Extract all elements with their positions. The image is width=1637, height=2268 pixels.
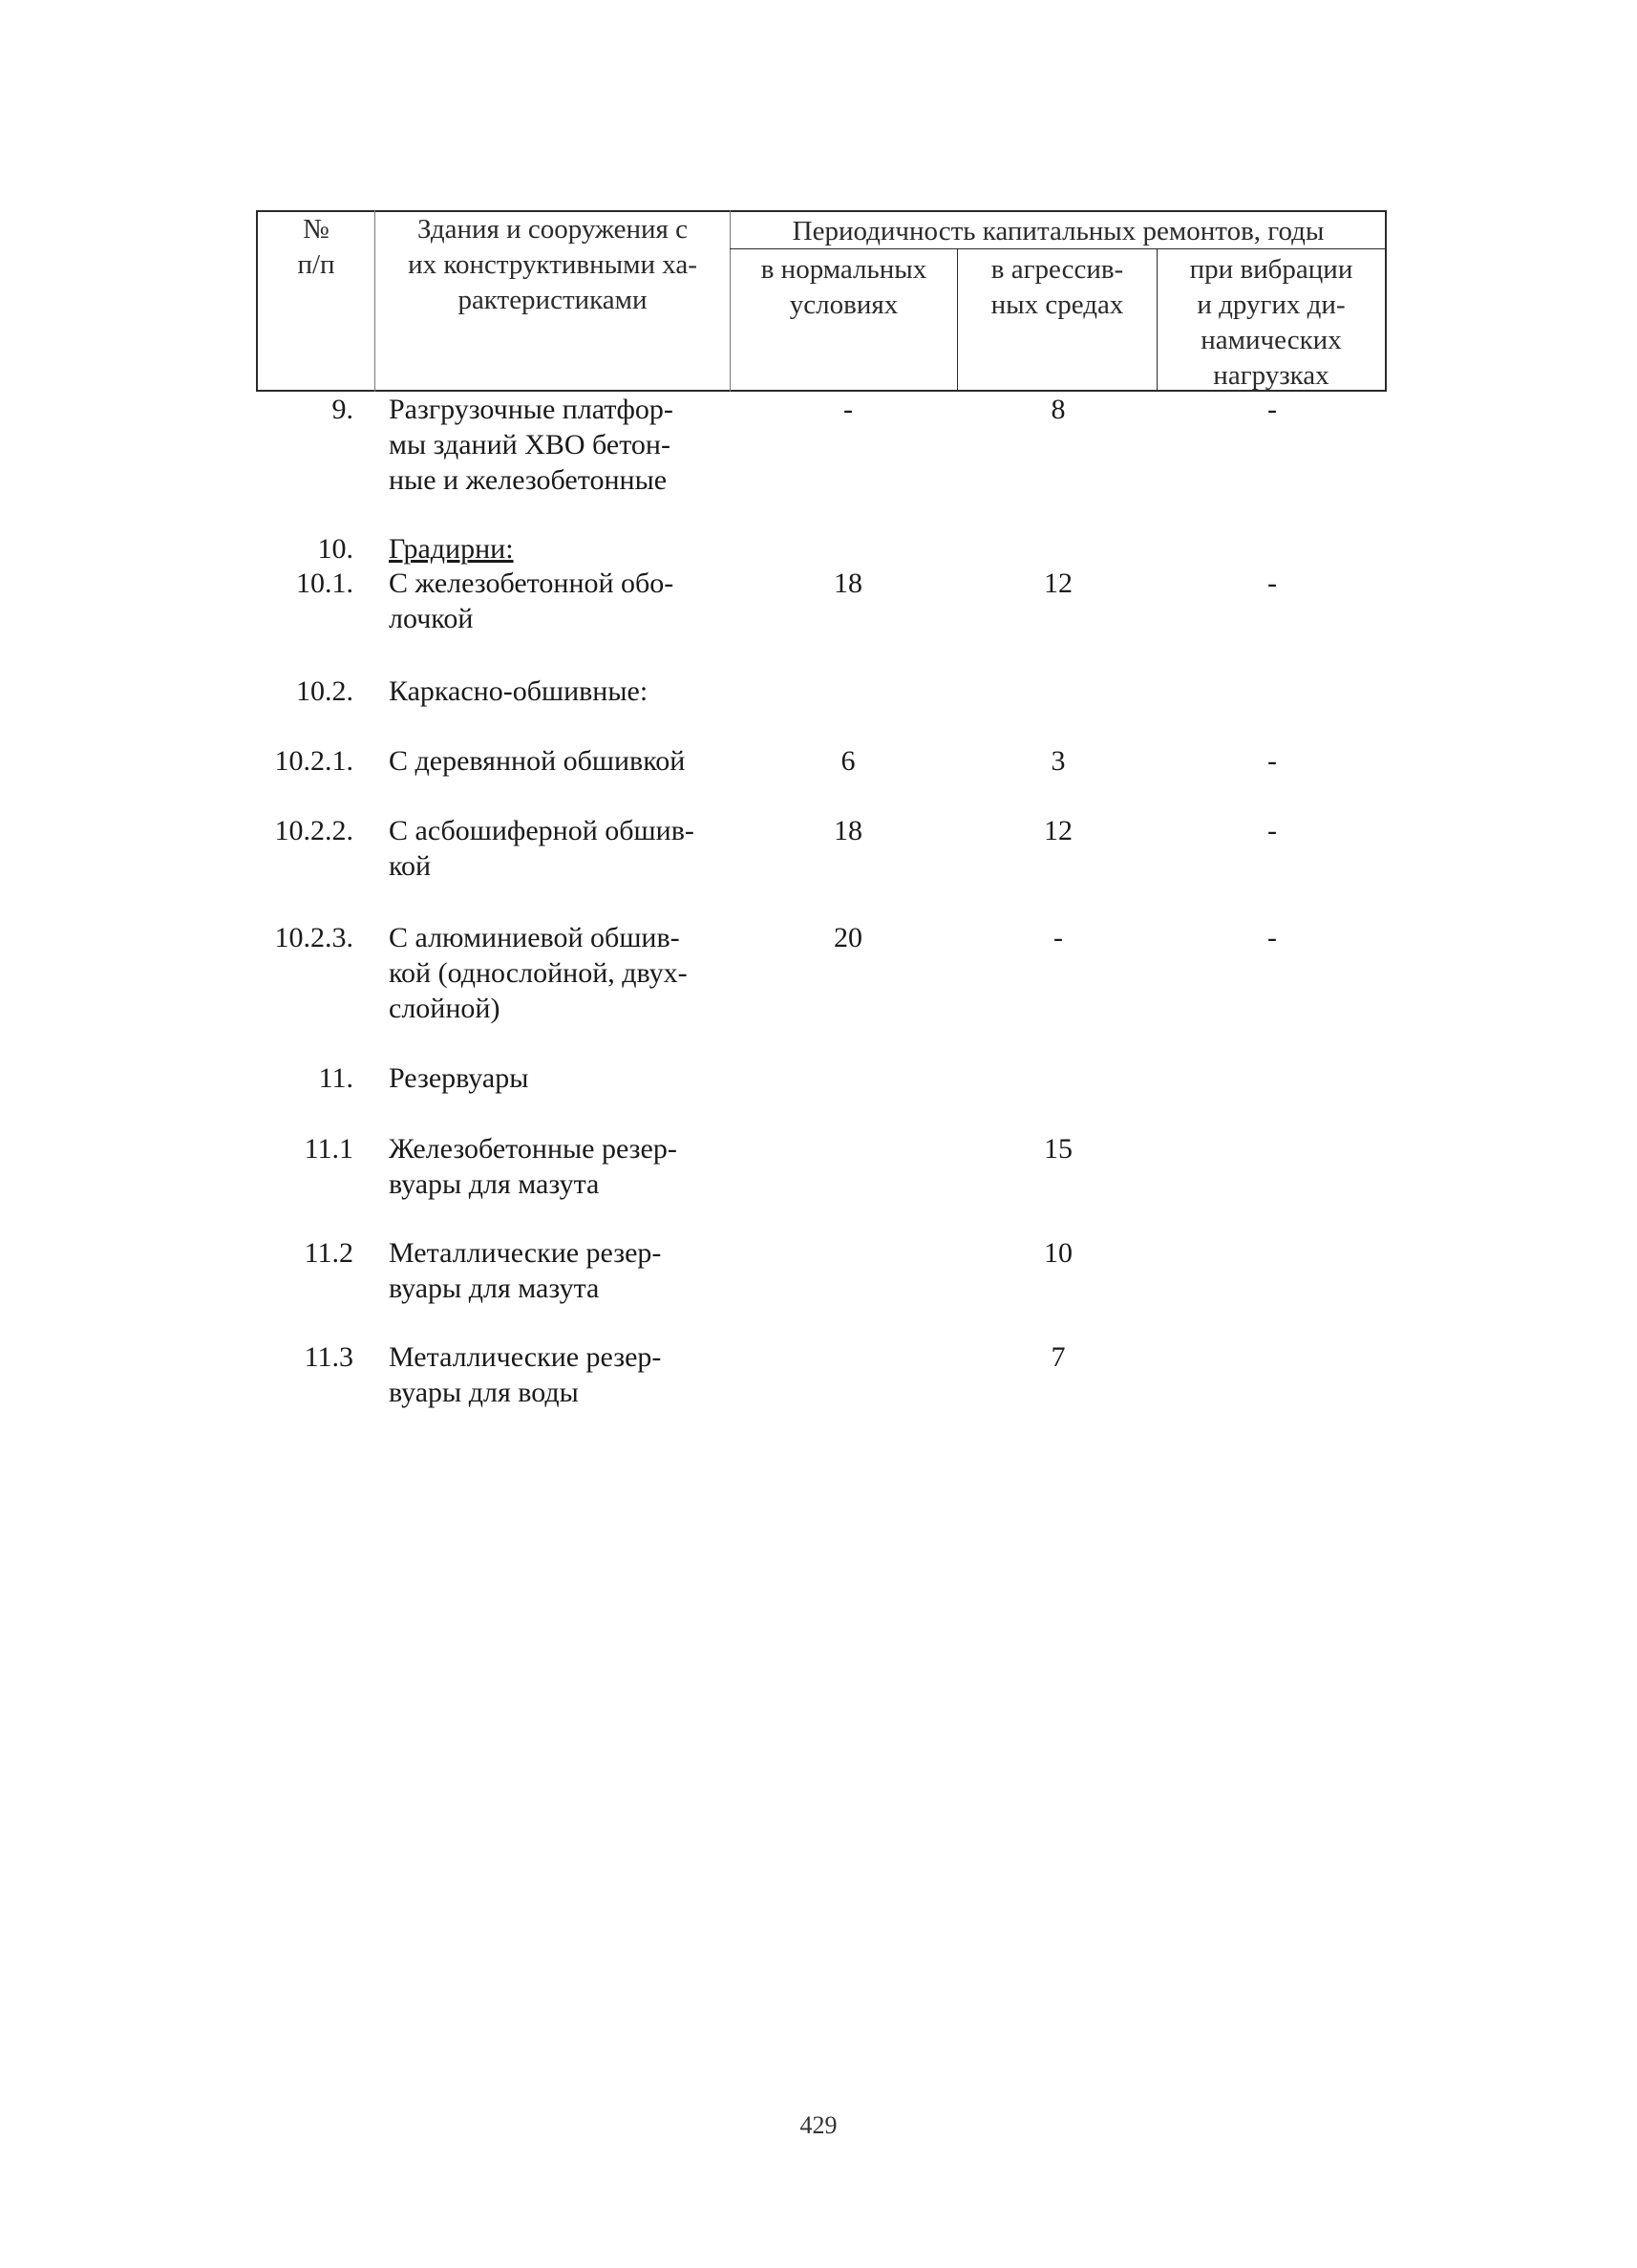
row-aggressive-value: 15 xyxy=(1044,1133,1073,1165)
row-name: С алюминиевой обшив- кой (однослойной, двух- слойной) xyxy=(389,922,688,1024)
row-number: 10.2.1. xyxy=(274,745,353,777)
row-number: 11. xyxy=(318,1062,353,1094)
row-aggressive-value: 10 xyxy=(1044,1237,1073,1269)
row-name: Градирни: xyxy=(389,533,514,565)
page-number: 429 xyxy=(799,2111,838,2139)
row-name: Каркасно-обшивные: xyxy=(389,675,648,707)
header-group-title: Периодичность капитальных ремонтов, годы xyxy=(792,216,1325,246)
row-number: 11.2 xyxy=(304,1237,353,1269)
row-vibration-value: - xyxy=(1267,922,1277,953)
row-vibration-value: - xyxy=(1267,567,1277,599)
table-header xyxy=(256,210,1387,392)
header-col-aggressive: в агрессив- ных средах xyxy=(990,254,1124,320)
row-aggressive-value: 3 xyxy=(1051,745,1066,777)
row-number: 10. xyxy=(317,533,353,565)
row-name: Железобетонные резер- вуары для мазута xyxy=(389,1133,677,1200)
row-normal-value: 20 xyxy=(834,922,862,953)
row-normal-value: 18 xyxy=(834,567,862,599)
row-normal-value: 6 xyxy=(840,745,856,777)
row-aggressive-value: 12 xyxy=(1044,815,1073,846)
row-number: 10.2. xyxy=(296,675,353,707)
row-normal-value: 18 xyxy=(834,815,862,846)
row-number: 11.3 xyxy=(304,1341,353,1373)
row-name: С деревянной обшивкой xyxy=(389,745,686,777)
row-aggressive-value: 8 xyxy=(1051,394,1066,425)
row-vibration-value: - xyxy=(1267,815,1277,846)
row-number: 10.2.3. xyxy=(274,922,353,953)
row-name: Разгрузочные платфор- мы зданий ХВО бетон- ные и железобетонные xyxy=(389,394,673,496)
row-number: 10.1. xyxy=(296,567,353,599)
row-name: С железобетонной обо- лочкой xyxy=(389,567,674,634)
row-number: 11.1 xyxy=(304,1133,353,1165)
row-name: Металлические резер- вуары для мазута xyxy=(389,1237,662,1304)
row-number: 10.2.2. xyxy=(274,815,353,846)
header-col-vibration: при вибрации и других ди- намических нагрузках xyxy=(1189,254,1353,391)
header-col-normal: в нормальных условиях xyxy=(760,254,927,320)
row-number: 9. xyxy=(331,394,353,425)
row-name: Металлические резер- вуары для воды xyxy=(389,1341,662,1408)
row-aggressive-value: 12 xyxy=(1044,567,1073,599)
row-name: Резервуары xyxy=(389,1062,529,1094)
header-col-name: Здания и сооружения с их конструктивными ха- рактеристиками xyxy=(408,214,697,315)
row-vibration-value: - xyxy=(1267,745,1277,777)
row-normal-value: - xyxy=(843,394,853,425)
row-aggressive-value: 7 xyxy=(1051,1341,1066,1373)
row-vibration-value: - xyxy=(1267,394,1277,425)
row-aggressive-value: - xyxy=(1053,922,1063,953)
header-col-number: № п/п xyxy=(297,214,335,280)
row-name: С асбошиферной обшив- кой xyxy=(389,815,694,882)
